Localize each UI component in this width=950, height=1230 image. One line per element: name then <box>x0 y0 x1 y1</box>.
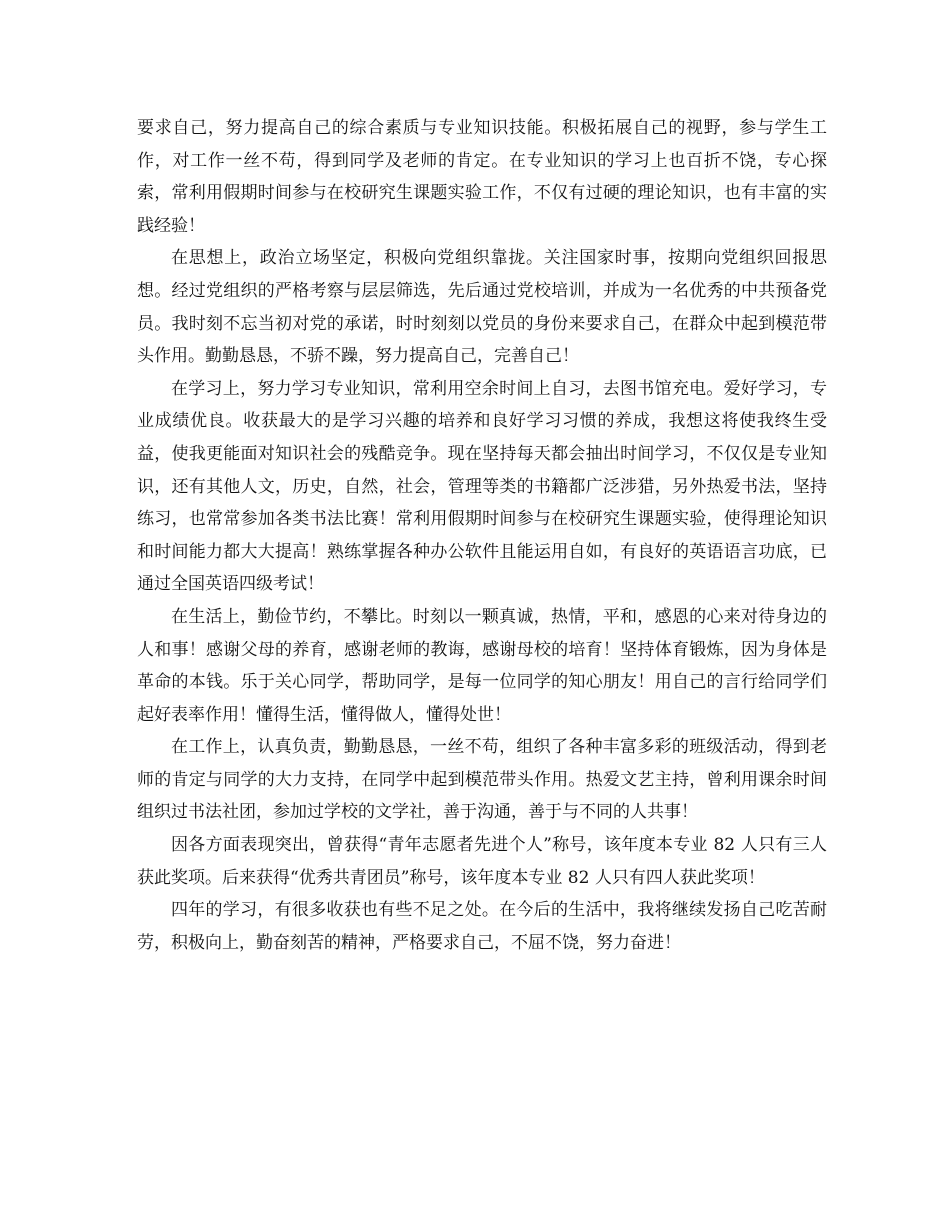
document-body <box>137 112 827 959</box>
paragraph-3: 在学习上，努力学习专业知识，常利用空余时间上自习，去图书馆充电。爱好学习，专业成绩优良。收获最大的是学习兴趣的培养和良好学习习惯的养成，我想这将使我终生受益，使我更能面对知识社会的残酷竞争。现在坚持每天都会抽出时间学习，不仅仅是专业知识，还有其他人文，历史，自然，社会，管理等类的书籍都广泛涉猎，另外热爱书法，坚持练习，也常常参加各类书法比赛！常利用假期时间参与在校研究生课题实验，使得理论知识和时间能力都大大提高！熟练掌握各种办公软件且能运用自如，有良好的英语语言功底，已通过全国英语四级考试！ <box>137 378 827 595</box>
paragraph-1: 要求自己，努力提高自己的综合素质与专业知识技能。积极拓展自己的视野，参与学生工作，对工作一丝不苟，得到同学及老师的肯定。在专业知识的学习上也百折不饶，专心探索，常利用假期时间参与在校研究生课题实验工作，不仅有过硬的理论知识，也有丰富的实践经验！ <box>137 118 827 236</box>
paragraph-2: 在思想上，政治立场坚定，积极向党组织靠拢。关注国家时事，按期向党组织回报思想。经过党组织的严格考察与层层筛选，先后通过党校培训，并成为一名优秀的中共预备党员。我时刻不忘当初对党的承诺，时时刻刻以党员的身份来要求自己，在群众中起到模范带头作用。勤勤恳恳，不骄不躁，努力提高自己，完善自己！ <box>137 248 827 367</box>
paragraph-4: 在生活上，勤俭节约，不攀比。时刻以一颗真诚，热情，平和，感恩的心来对待身边的人和事！感谢父母的养育，感谢老师的教诲，感谢母校的培育！坚持体育锻炼，因为身体是革命的本钱。乐于关心同学，帮助同学，是每一位同学的知心朋友！用自己的言行给同学们起好表率作用！懂得生活，懂得做人，懂得处世！ <box>137 606 827 725</box>
paragraph-5: 在工作上，认真负责，勤勤恳恳，一丝不苟，组织了各种丰富多彩的班级活动，得到老师的肯定与同学的大力支持，在同学中起到模范带头作用。热爱文艺主持，曾利用课余时间组织过书法社团，参加过学校的文学社，善于沟通，善于与不同的人共事！ <box>137 737 827 823</box>
paragraph-6: 因各方面表现突出，曾获得“青年志愿者先进个人”称号，该年度本专业 82 人只有三人获此奖项。后来获得“优秀共青团员”称号，该年度本专业 82 人只有四人获此奖项！ <box>137 835 827 888</box>
paragraph-7: 四年的学习，有很多收获也有些不足之处。在今后的生活中，我将继续发扬自己吃苦耐劳，积极向上，勤奋刻苦的精神，严格要求自己，不屈不饶，努力奋进！ <box>137 900 827 953</box>
